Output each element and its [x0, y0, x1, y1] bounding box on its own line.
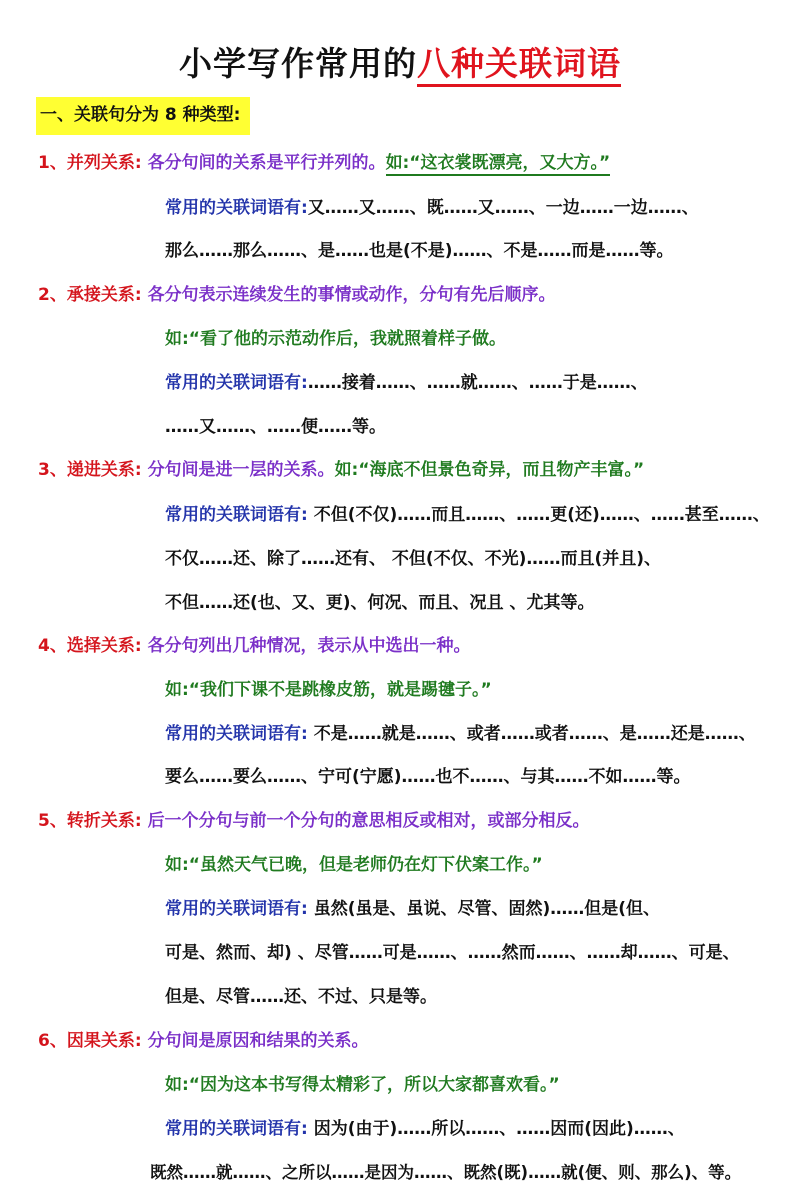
- words-line: ……又……、……便……等。: [165, 417, 386, 437]
- common-label: 常用的关联词语有: [165, 505, 301, 525]
- words-line: 不仅……还、除了……还有、 不但(不仅、不光)……而且(并且)、: [165, 549, 661, 569]
- common-label: 常用的关联词语有: [165, 373, 301, 393]
- item-2-head: [38, 282, 556, 308]
- words-line: 要么……要么……、宁可(宁愿)……也不……、与其……不如……等。: [165, 767, 691, 787]
- words-line: ……接着……、……就……、……于是……、: [307, 373, 648, 393]
- item-example: 如:“这衣裳既漂亮，又大方。”: [386, 153, 611, 176]
- common-label: 常用的关联词语有: [165, 1119, 301, 1139]
- item-desc: 后一个分句与前一个分句的意思相反或相对，或部分相反。: [147, 811, 590, 831]
- item-1-words: 常用的关联词语有:又……又……、既……又……、一边……一边……、: [165, 198, 699, 218]
- section-heading: 一、关联句分为 8 种类型:: [36, 97, 250, 135]
- item-6-words: 常用的关联词语有: 因为(由于)……所以……、……因而(因此)……、: [165, 1119, 685, 1139]
- words-line: 可是、然而、却) 、尽管……可是……、……然而……、……却……、可是、: [165, 943, 740, 963]
- item-label: 2、承接关系:: [38, 285, 142, 305]
- item-desc: 分句间是原因和结果的关系。: [147, 1031, 369, 1051]
- item-label: 5、转折关系:: [38, 811, 142, 831]
- item-5-words: 常用的关联词语有: 虽然(虽是、虽说、尽管、固然)……但是(但、: [165, 899, 661, 919]
- words-line: 不是……就是……、或者……或者……、是……还是……、: [307, 724, 756, 744]
- item-desc: 各分句表示连续发生的事情或动作，分句有先后顺序。: [147, 285, 556, 305]
- words-line: 不但……还(也、又、更)、何况、而且、况且 、尤其等。: [165, 593, 595, 613]
- item-example: 如:“我们下课不是跳橡皮筋，就是踢毽子。”: [165, 680, 492, 700]
- item-desc: 各分句间的关系是平行并列的。: [147, 153, 386, 173]
- item-4-head: [38, 633, 471, 659]
- item-example: 如:“海底不但景色奇异，而且物产丰富。”: [334, 460, 645, 480]
- common-label: 常用的关联词语有: [165, 899, 301, 919]
- item-label: 6、因果关系:: [38, 1031, 142, 1051]
- item-desc: 分句间是进一层的关系。: [147, 460, 335, 480]
- item-4-words: 常用的关联词语有: 不是……就是……、或者……或者……、是……还是……、: [165, 724, 756, 744]
- item-desc: 各分句列出几种情况，表示从中选出一种。: [147, 636, 471, 656]
- item-label: 4、选择关系:: [38, 636, 142, 656]
- item-label: 3、递进关系:: [38, 460, 142, 480]
- item-1-head: [38, 150, 610, 176]
- words-line: 那么……那么……、是……也是(不是)……、不是……而是……等。: [165, 241, 674, 261]
- title-highlight: 八种关联词语: [417, 44, 621, 87]
- item-3-head: [38, 457, 644, 483]
- item-example: 如:“看了他的示范动作后，我就照着样子做。: [165, 329, 506, 349]
- item-example: 如:“虽然天气已晚，但是老师仍在灯下伏案工作。”: [165, 855, 543, 875]
- item-2-words: 常用的关联词语有:……接着……、……就……、……于是……、: [165, 373, 648, 393]
- words-line: 虽然(虽是、虽说、尽管、固然)……但是(但、: [307, 899, 661, 919]
- words-line: 既然……就……、之所以……是因为……、既然(既)……就(便、则、那么)、等。: [150, 1163, 742, 1182]
- words-line: 因为(由于)……所以……、……因而(因此)……、: [307, 1119, 685, 1139]
- page-title: [0, 40, 800, 88]
- item-label: 1、并列关系:: [38, 153, 142, 173]
- common-label: 常用的关联词语有: [165, 724, 301, 744]
- common-label: 常用的关联词语有: [165, 198, 301, 218]
- words-line: 又……又……、既……又……、一边……一边……、: [307, 198, 699, 218]
- title-main: 小学写作常用的: [179, 44, 417, 83]
- item-example: 如:“因为这本书写得太精彩了，所以大家都喜欢看。”: [165, 1075, 560, 1095]
- item-6-head: [38, 1028, 369, 1054]
- item-3-words: 常用的关联词语有: 不但(不仅)……而且……、……更(还)……、……甚至……、: [165, 505, 770, 525]
- words-line: 不但(不仅)……而且……、……更(还)……、……甚至……、: [307, 505, 770, 525]
- words-line: 但是、尽管……还、不过、只是等。: [165, 987, 437, 1007]
- item-5-head: [38, 808, 590, 834]
